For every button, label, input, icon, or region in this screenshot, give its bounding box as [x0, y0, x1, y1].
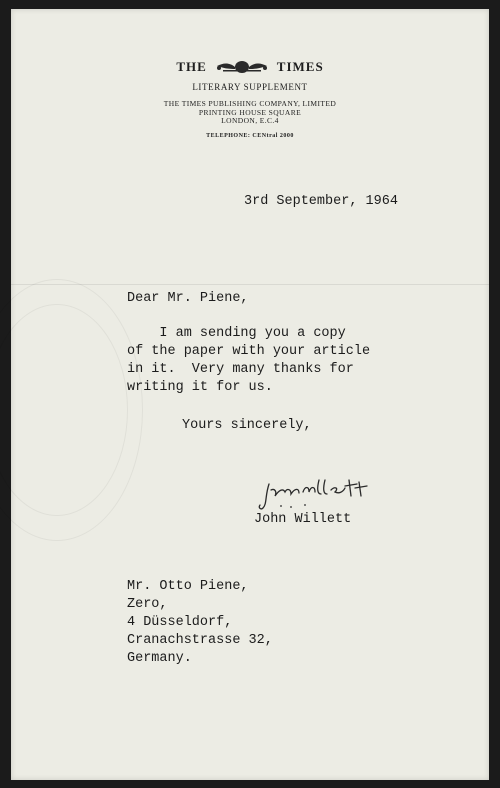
company-address [11, 100, 489, 126]
masthead-left: THE [176, 59, 207, 74]
body-line: of the paper with your article [127, 344, 371, 359]
company-line: LONDON, E.C.4 [221, 116, 279, 125]
signatory-name: John Willett [254, 512, 352, 527]
letterhead [11, 59, 489, 139]
body-line: writing it for us. [127, 380, 273, 395]
address-line: 4 Düsseldorf, [127, 615, 233, 630]
company-line: PRINTING HOUSE SQUARE [198, 107, 302, 117]
body-line: I am sending you a copy [127, 326, 346, 341]
address-line: Germany. [127, 651, 192, 666]
address-line: Zero, [127, 597, 168, 612]
heraldic-crest-icon [213, 60, 271, 74]
handwritten-signature [255, 474, 375, 516]
masthead-right: TIMES [276, 59, 324, 74]
closing: Yours sincerely, [182, 418, 312, 433]
body-line: in it. Very many thanks for [127, 362, 354, 377]
letter-date: 3rd September, 1964 [244, 194, 398, 209]
telephone: TELEPHONE: CENtral 2000 [206, 132, 294, 139]
masthead [11, 59, 489, 75]
letter-body [127, 325, 370, 397]
company-line: THE TIMES PUBLISHING COMPANY, LIMITED [163, 99, 337, 108]
salutation: Dear Mr. Piene, [127, 291, 249, 306]
recipient-address [127, 578, 273, 668]
address-line: Mr. Otto Piene, [127, 579, 249, 594]
address-line: Cranachstrasse 32, [127, 633, 273, 648]
publication-subtitle: LITERARY SUPPLEMENT [192, 82, 308, 92]
